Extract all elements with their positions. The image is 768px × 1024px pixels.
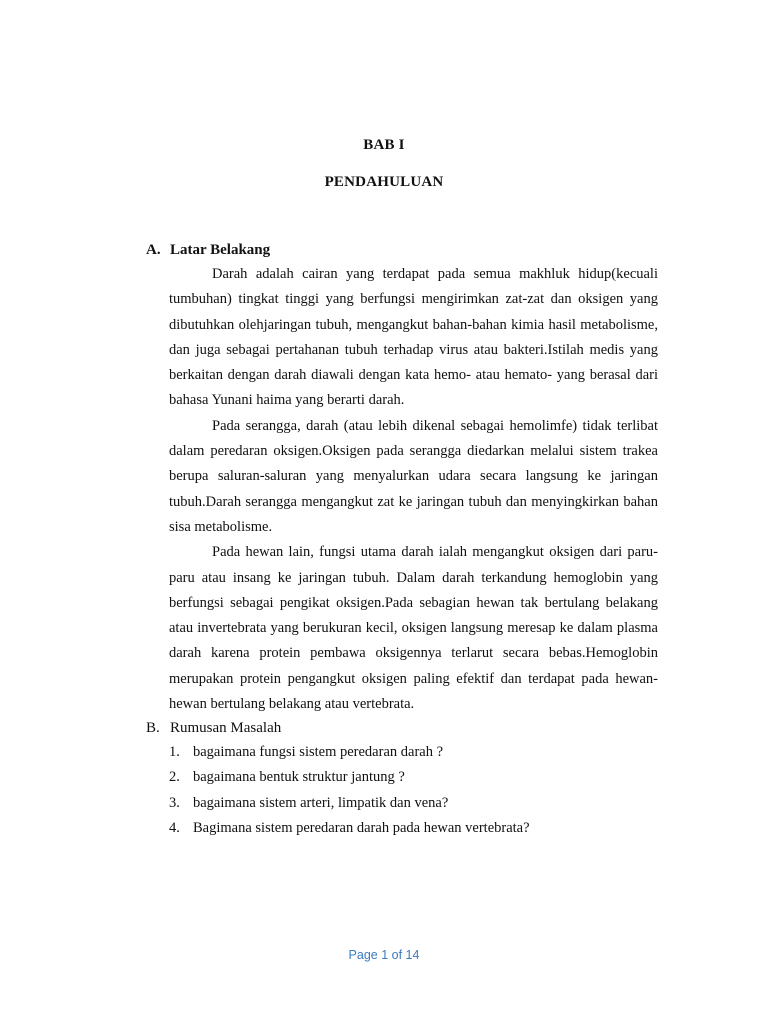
- list-text: bagaimana sistem arteri, limpatik dan vena?: [193, 794, 449, 811]
- section-a-title: Latar Belakang: [170, 242, 271, 258]
- section-b-letter: B.: [146, 720, 160, 736]
- list-text: bagaimana fungsi sistem peredaran darah ?: [193, 744, 444, 760]
- paragraph: Pada serangga, darah (atau lebih dikenal sebagai hemolimfe) tidak terlibat dalam peredaran oksigen.Oksigen pada serangga diedarkan melalui sistem trakea berupa saluran-saluran yang menyalurkan udara secara langsung ke jaringan tubuh.Darah serangga mengangkut zat ke jaringan tubuh dan menyingkirkan bahan sisa metabolisme.: [169, 417, 658, 535]
- list-number: 3.: [169, 794, 180, 811]
- list-text: Bagimana sistem peredaran darah pada hewan vertebrata?: [193, 819, 530, 836]
- section-b-title: Rumusan Masalah: [170, 720, 282, 736]
- section-a-heading: [146, 242, 270, 259]
- paragraph: Pada hewan lain, fungsi utama darah ialah mengangkut oksigen dari paru-paru atau insang ke jaringan tubuh. Dalam darah terkandung hemoglobin yang berfungsi sebagai pengikat oksigen.Pada sebagian hewan tak bertulang belakang atau invertebrata yang berukuran kecil, oksigen langsung meresap ke dalam plasma darah karena protein pembawa oksigennya terlarut secara bebas.Hemoglobin merupakan protein pengangkut oksigen paling efektif dan terdapat pada hewan-hewan bertulang belakang atau vertebrata.: [169, 544, 658, 713]
- list-number: 1.: [169, 744, 180, 760]
- section-a-body: [169, 262, 658, 717]
- section-a-letter: A.: [146, 242, 161, 258]
- list-number: 2.: [169, 769, 180, 786]
- list-number: 4.: [169, 819, 180, 836]
- list-text: bagaimana bentuk struktur jantung ?: [193, 769, 405, 786]
- page-number: Page 1 of 14: [348, 948, 420, 962]
- list-item: [169, 740, 658, 765]
- section-b-heading: [146, 720, 281, 737]
- chapter-title: PENDAHULUAN: [324, 174, 444, 190]
- chapter-heading: BAB I: [363, 137, 405, 153]
- problem-list: [169, 740, 658, 841]
- list-item: [169, 765, 658, 790]
- paragraph: Darah adalah cairan yang terdapat pada semua makhluk hidup(kecuali tumbuhan) tingkat tinggi yang berfungsi mengirimkan zat-zat dan oksigen yang dibutuhkan olehjaringan tubuh, mengangkut bahan-bahan kimia hasil metabolisme, dan juga sebagai pertahanan tubuh terhadap virus atau bakteri.Istilah medis yang berkaitan dengan darah diawali dengan kata hemo- atau hemato- yang berasal dari bahasa Yunani haima yang berarti darah.: [169, 266, 658, 409]
- list-item: [169, 791, 658, 816]
- list-item: [169, 816, 658, 841]
